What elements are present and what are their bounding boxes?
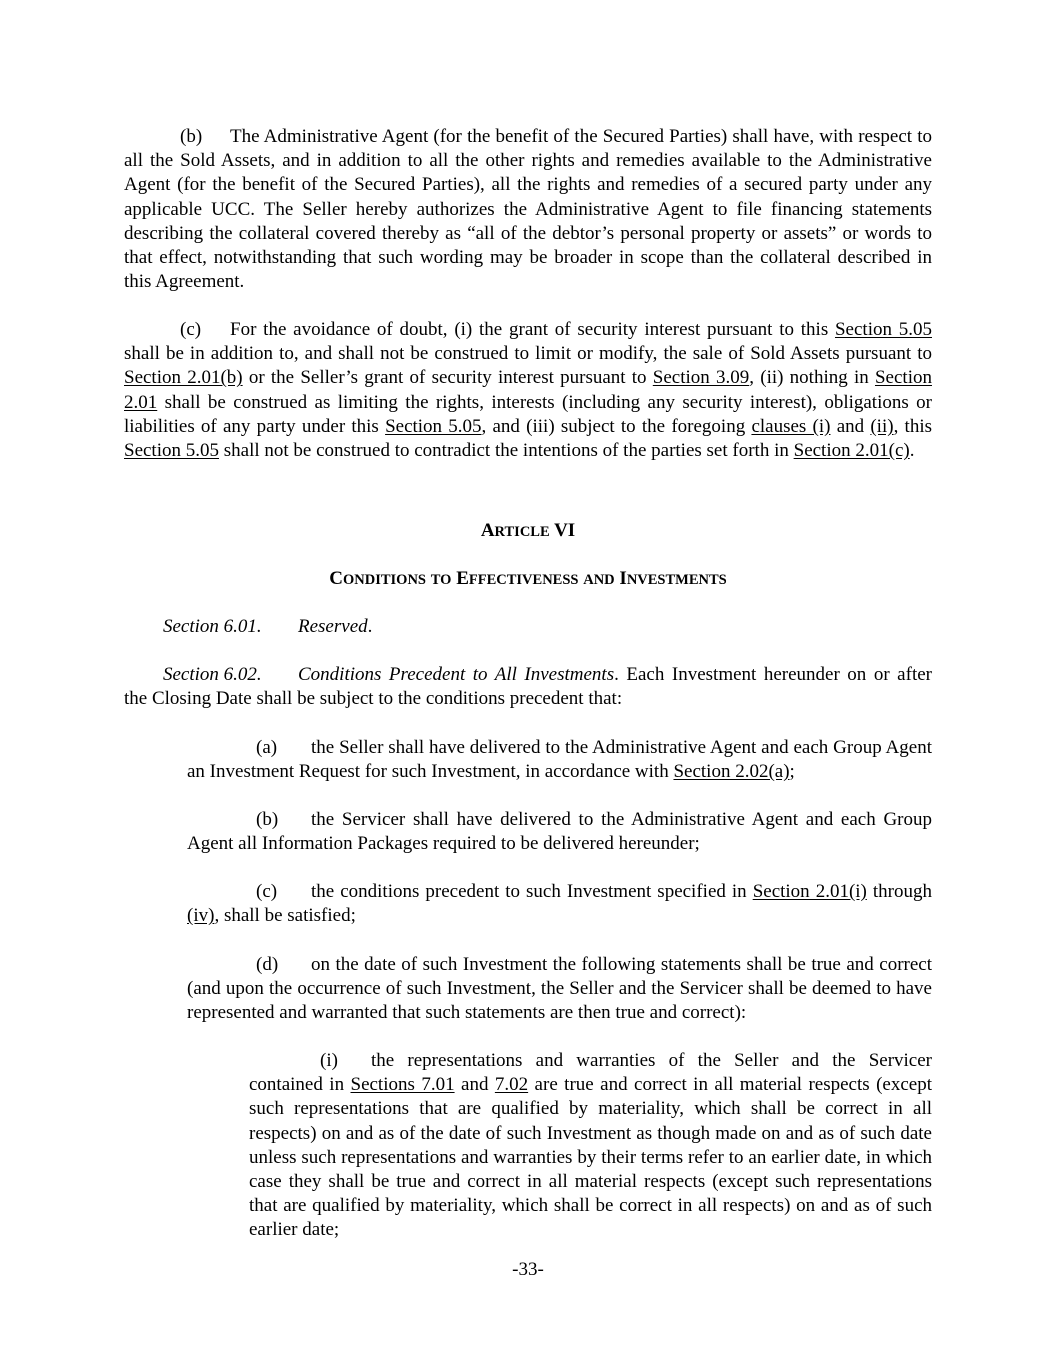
item-c-text: , shall be satisfied; bbox=[214, 905, 356, 927]
conditions-heading bbox=[124, 567, 932, 592]
paragraph-b-label: (b) bbox=[180, 126, 203, 147]
section-6-02-text: . Each Investment hereunder on or after the Closing Date shall be subject to the conditions precedent that: bbox=[124, 664, 932, 710]
paragraph-c-text: and bbox=[830, 415, 871, 437]
item-c bbox=[187, 880, 932, 928]
section-ref-link: Section 3.09 bbox=[652, 367, 750, 389]
section-ref-link: Section 5.05 bbox=[385, 415, 482, 437]
item-b-text: the Servicer shall have delivered to the Administrative Agent and each Group Agent all Information Packages required to be delivered hereunder; bbox=[187, 809, 932, 855]
item-c-text: the conditions precedent to such Investment specified in bbox=[311, 881, 753, 902]
clause-ref-link: clauses (i) bbox=[751, 415, 831, 437]
item-d-i-text: the representations and warranties of the Seller and the Servicer contained in bbox=[249, 1050, 932, 1096]
item-c-label: (c) bbox=[256, 881, 278, 902]
item-a-text: the Seller shall have delivered to the Administrative Agent and each Group Agent an Investment Request for such Investment, in accordance with bbox=[187, 737, 932, 783]
section-ref-link: 7.02 bbox=[494, 1074, 529, 1096]
item-d-i bbox=[249, 1049, 932, 1243]
item-d-text: on the date of such Investment the following statements shall be true and correct (and upon the occurrence of such Investment, the Seller and the Servicer shall be deemed to have represented and warranted that such statements are then true and correct): bbox=[187, 954, 932, 1024]
paragraph-b-text: The Administrative Agent (for the benefit of the Secured Parties) shall have, with respect to all the Sold Assets, and in addition to all the other rights and remedies available to the Administrative Agent (for the benefit of the Secured Parties), all the rights and remedies of a secured party under any applicable UCC. The Seller hereby authorizes the Administrative Agent to file financing statements describing the collateral covered thereby as “all of the debtor’s personal property or assets” or words to that effect, notwithstanding that such wording may be broader in scope than the collateral described in this Agreement. bbox=[124, 126, 932, 293]
item-c-text: through bbox=[866, 881, 932, 902]
section-6-01-number: Section 6.01. bbox=[163, 616, 262, 637]
heading-rest: ONDITIONS bbox=[343, 572, 426, 588]
item-a-text: ; bbox=[789, 761, 795, 783]
paragraph-c-text: , and (iii) subject to the foregoing bbox=[481, 415, 752, 437]
clause-ref-link: (ii) bbox=[870, 415, 894, 437]
item-b bbox=[187, 808, 932, 856]
item-d-i-text: are true and correct in all material respects (except such representations that are qualified by materiality, which shall be correct in all respects) on and as of the date of such Investment as though made on and as of such date unless such representations and warranties by their terms refer to an earlier date, in which case they shall be true and correct in all material respects (except such representations that are qualified by materiality, which shall be correct in all respects) on and as of such earlier date; bbox=[249, 1074, 932, 1241]
paragraph-c bbox=[124, 318, 932, 463]
item-a-label: (a) bbox=[256, 737, 278, 758]
article-word-rest: RTICLE bbox=[494, 524, 550, 540]
paragraph-c-text: , (ii) nothing in bbox=[749, 367, 875, 389]
heading-cap: I bbox=[619, 568, 627, 589]
article-number: VI bbox=[554, 520, 576, 541]
section-6-02-title: Conditions Precedent to All Investments bbox=[298, 664, 615, 685]
paragraph-c-text: shall be construed as limiting the rights, interests (including any security interest), obligations or liabilities of any party under this bbox=[124, 391, 932, 437]
paragraph-c-text: shall not be construed to contradict the intentions of the parties set forth in bbox=[219, 440, 794, 462]
section-ref-link: Section 5.05 bbox=[124, 440, 219, 462]
heading-rest: AND bbox=[583, 572, 615, 588]
heading-rest: TO bbox=[430, 572, 452, 588]
paragraph-c-text: For the avoidance of doubt, (i) the grant of security interest pursuant to this bbox=[230, 319, 835, 340]
section-ref-link: Section 2.02(a) bbox=[673, 761, 790, 783]
item-d bbox=[187, 953, 932, 1026]
paragraph-c-text: , this bbox=[893, 415, 933, 437]
heading-rest: NVESTMENTS bbox=[626, 572, 727, 588]
item-b-label: (b) bbox=[256, 809, 279, 830]
paragraph-c-text: shall be in addition to, and shall not be construed to limit or modify, the sale of Sold Assets pursuant to bbox=[124, 343, 932, 365]
item-d-i-text: and bbox=[454, 1074, 495, 1096]
clause-ref-link: (iv) bbox=[187, 905, 215, 927]
heading-cap: C bbox=[329, 568, 343, 589]
section-6-01-title: Reserved bbox=[298, 616, 368, 637]
section-ref-link: Section 2.01(b) bbox=[124, 367, 243, 389]
item-a bbox=[187, 736, 932, 784]
section-6-01 bbox=[124, 615, 932, 639]
page-number: -33- bbox=[512, 1259, 544, 1280]
paragraph-c-text: or the Seller’s grant of security interest pursuant to bbox=[242, 367, 653, 389]
item-d-i-label: (i) bbox=[320, 1050, 338, 1071]
heading-cap: E bbox=[456, 568, 469, 589]
article-word-cap: A bbox=[480, 520, 495, 541]
item-d-label: (d) bbox=[256, 954, 279, 975]
paragraph-c-text: . bbox=[909, 440, 915, 462]
section-6-01-period: . bbox=[367, 616, 373, 637]
section-ref-link: Section 2.01(i) bbox=[752, 881, 867, 902]
article-heading bbox=[124, 519, 932, 544]
section-ref-link: Sections 7.01 bbox=[350, 1074, 455, 1096]
paragraph-c-label: (c) bbox=[180, 319, 202, 340]
section-ref-link: Section 2.01(c) bbox=[793, 440, 910, 462]
section-6-02-number: Section 6.02. bbox=[163, 664, 262, 685]
paragraph-b bbox=[124, 125, 932, 294]
section-6-02 bbox=[124, 663, 932, 711]
section-ref-link: Section 5.05 bbox=[834, 319, 932, 340]
section-ref-link: Section 2.01 bbox=[124, 367, 932, 413]
heading-rest: FFECTIVENESS bbox=[468, 572, 579, 588]
